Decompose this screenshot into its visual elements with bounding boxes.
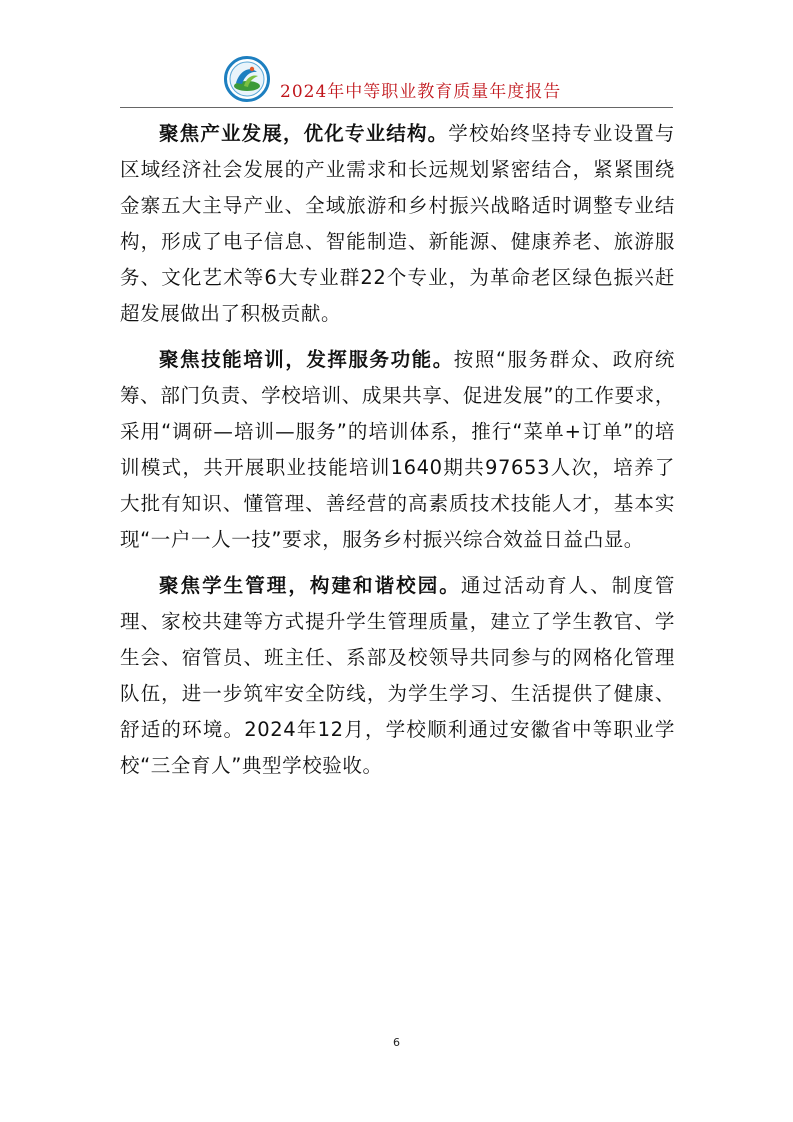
paragraph-student-management bbox=[120, 568, 675, 784]
paragraph-lead: 聚焦产业发展，优化专业结构。 bbox=[159, 122, 449, 145]
paragraph-industry bbox=[120, 116, 675, 332]
paragraph-body: 通过活动育人、制度管理、家校共建等方式提升学生管理质量，建立了学生教官、学生会、宿管员、班主任、系部及校领导共同参与的网格化管理队伍，进一步筑牢安全防线，为学生学习、生活提供了健康、舒适的环境。2024年12月，学校顺利通过安徽省中等职业学校“三全育人”典型学校验收。 bbox=[120, 574, 675, 777]
page-header bbox=[120, 48, 673, 108]
paragraph-body: 学校始终坚持专业设置与区域经济社会发展的产业需求和长远规划紧密结合，紧紧围绕金寨五大主导产业、全域旅游和乡村振兴战略适时调整专业结构，形成了电子信息、智能制造、新能源、健康养老、旅游服务、文化艺术等6大专业群22个专业，为革命老区绿色振兴赶超发展做出了积极贡献。 bbox=[120, 122, 675, 325]
school-emblem-icon bbox=[224, 56, 270, 102]
paragraph-body: 按照“服务群众、政府统筹、部门负责、学校培训、成果共享、促进发展”的工作要求，采用“调研—培训—服务”的培训体系，推行“菜单+订单”的培训模式，共开展职业技能培训1640期共97653人次，培养了大批有知识、懂管理、善经营的高素质技术技能人才，基本实现“一户一人一技”要求，服务乡村振兴综合效益日益凸显。 bbox=[120, 348, 676, 551]
paragraph-lead: 聚焦技能培训，发挥服务功能。 bbox=[159, 348, 454, 371]
document-body bbox=[120, 116, 675, 794]
paragraph-lead: 聚焦学生管理，构建和谐校园。 bbox=[159, 574, 461, 597]
page-number: 6 bbox=[393, 1036, 400, 1049]
header-divider bbox=[120, 107, 673, 108]
paragraph-training bbox=[120, 342, 675, 558]
report-title: 2024年中等职业教育质量年度报告 bbox=[280, 82, 562, 102]
